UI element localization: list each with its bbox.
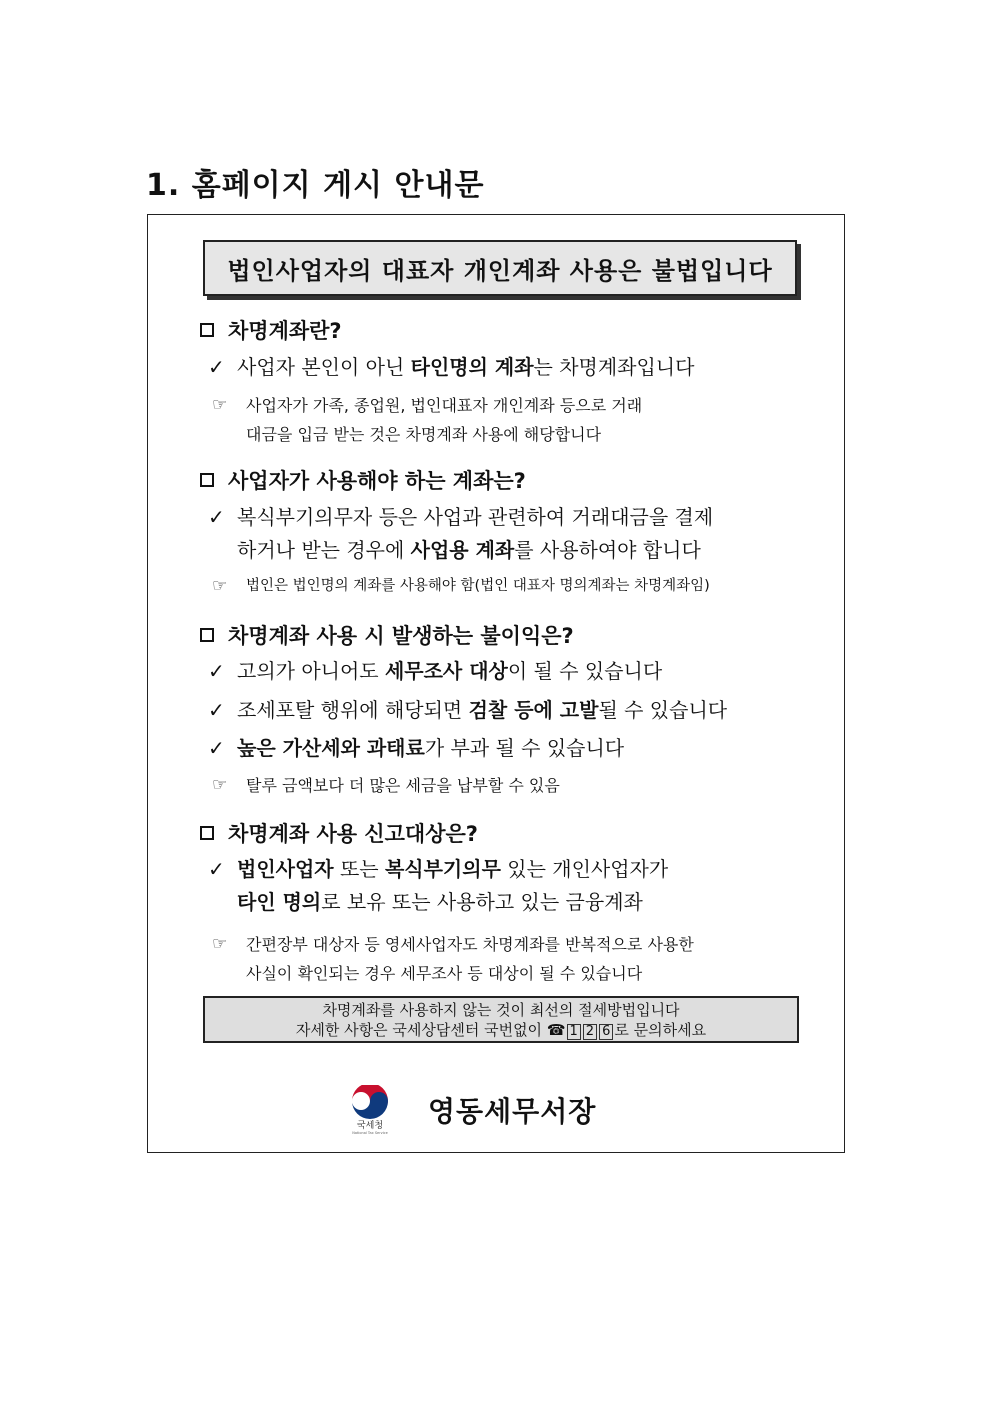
square-bullet-icon xyxy=(200,473,214,487)
pointing-hand-icon: ☞ xyxy=(212,576,228,596)
logo-subtext: National Tax Service xyxy=(352,1131,388,1135)
check-item: ✓ 고의가 아니어도 세무조사 대상이 될 수 있습니다 xyxy=(208,655,808,688)
square-bullet-icon xyxy=(200,628,214,642)
note-item: ☞ 법인은 법인명의 계좌를 사용해야 함(법인 대표자 명의계좌는 차명계좌임) xyxy=(212,572,812,601)
footer-banner xyxy=(203,996,799,1043)
note-item: ☞ 사업자가 가족, 종업원, 법인대표자 개인계좌 등으로 거래 대금을 입금 받는 것은 차명계좌 사용에 해당합니다 xyxy=(212,391,812,449)
square-bullet-icon xyxy=(200,826,214,840)
square-bullet-icon xyxy=(200,323,214,337)
check-item: ✓ 높은 가산세와 과태료가 부과 될 수 있습니다 xyxy=(208,732,808,765)
check-item: ✓ 복식부기의무자 등은 사업과 관련하여 거래대금을 결제 하거나 받는 경우에 사업용 계좌를 사용하여야 합니다 xyxy=(208,501,808,567)
check-icon: ✓ xyxy=(208,355,225,379)
check-icon: ✓ xyxy=(208,698,225,722)
check-icon: ✓ xyxy=(208,659,225,683)
taegeuk-logo-icon xyxy=(347,1085,393,1135)
footer-line-1: 차명계좌를 사용하지 않는 것이 최선의 절세방법입니다 xyxy=(322,1001,680,1019)
section-heading-2: 사업자가 사용해야 하는 계좌는? xyxy=(200,465,526,495)
note-item: ☞ 탈루 금액보다 더 많은 세금을 납부할 수 있음 xyxy=(212,771,812,800)
check-icon: ✓ xyxy=(208,736,225,760)
logo-text: 국세청 xyxy=(356,1121,384,1131)
pointing-hand-icon: ☞ xyxy=(212,395,228,415)
check-item: ✓ 조세포탈 행위에 해당되면 검찰 등에 고발될 수 있습니다 xyxy=(208,694,808,727)
check-item: ✓ 사업자 본인이 아닌 타인명의 계좌는 차명계좌입니다 xyxy=(208,351,808,384)
note-item: ☞ 간편장부 대상자 등 영세사업자도 차명계좌를 반복적으로 사용한 사실이 확인되는 경우 세무조사 등 대상이 될 수 있습니다 xyxy=(212,930,812,988)
pointing-hand-icon: ☞ xyxy=(212,775,228,795)
check-icon: ✓ xyxy=(208,505,225,529)
notice-title: 법인사업자의 대표자 개인계좌 사용은 불법입니다 xyxy=(203,240,797,296)
section-heading-1: 차명계좌란? xyxy=(200,315,342,345)
notice-box xyxy=(147,214,845,1153)
phone-icon: ☎ xyxy=(546,1021,566,1039)
page-heading: 1. 홈페이지 게시 안내문 xyxy=(146,168,485,203)
footer-line-2: 자세한 사항은 국세상담센터 국번없이 ☎ 1 2 6 로 문의하세요 xyxy=(295,1021,707,1039)
section-heading-3: 차명계좌 사용 시 발생하는 불이익은? xyxy=(200,620,574,650)
check-icon: ✓ xyxy=(208,857,225,881)
office-name: 영동세무서장 xyxy=(428,1095,597,1128)
check-item: ✓ 법인사업자 또는 복식부기의무 있는 개인사업자가 타인 명의로 보유 또는 사용하고 있는 금융계좌 xyxy=(208,853,808,919)
pointing-hand-icon: ☞ xyxy=(212,934,228,954)
section-heading-4: 차명계좌 사용 신고대상은? xyxy=(200,818,478,848)
